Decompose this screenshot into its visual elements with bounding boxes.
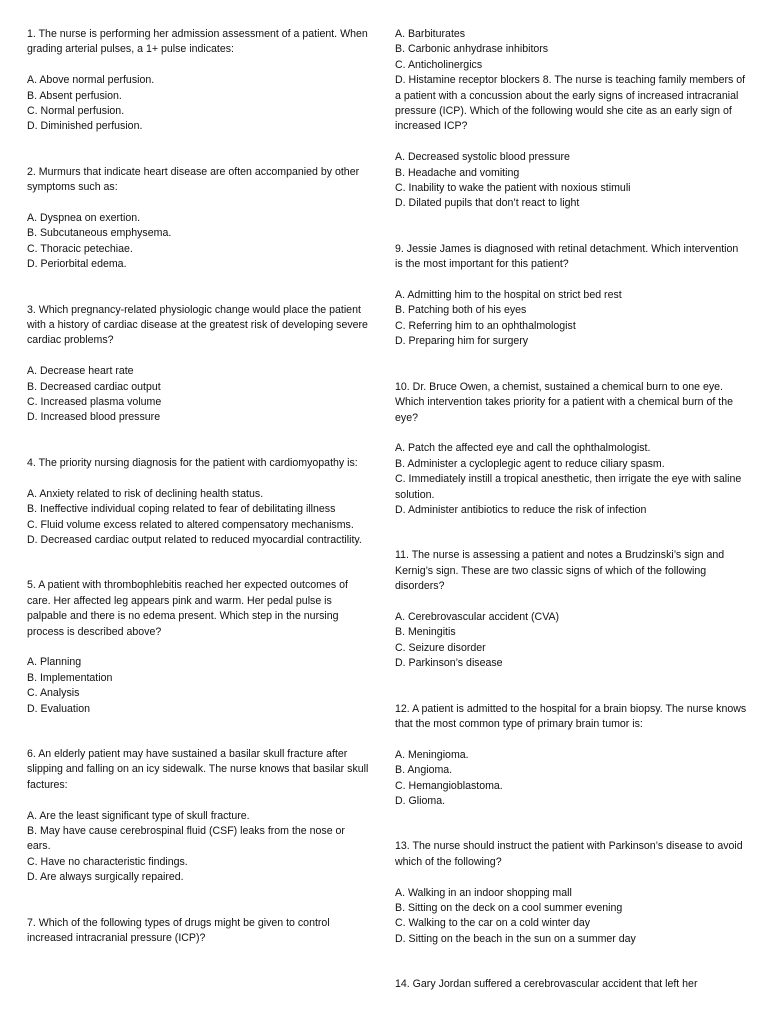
option-a: A. Planning (27, 656, 82, 669)
option-c: C. Thoracic petechiae. (27, 242, 133, 255)
option-d: D. Periorbital edema. (27, 258, 127, 271)
answer-options (395, 748, 747, 810)
question-stem: 9. Jessie James is diagnosed with retinal detachment. Which intervention is the most important for this patient? (395, 242, 739, 271)
option-c: C. Have no characteristic findings. (27, 855, 188, 868)
option-c: C. Hemangioblastoma. (395, 779, 503, 792)
option-a: A. Dyspnea on exertion. (27, 212, 141, 225)
option-b: B. Subcutaneous emphysema. (27, 227, 172, 240)
question-14 (395, 977, 747, 992)
option-a: A. Are the least significant type of skull fracture. (27, 809, 250, 822)
option-a: A. Meningioma. (395, 748, 469, 761)
question-stem: 4. The priority nursing diagnosis for the patient with cardiomyopathy is: (27, 456, 358, 469)
option-a: A. Walking in an indoor shopping mall (395, 886, 572, 899)
question-3 (27, 303, 369, 426)
question-5 (27, 578, 369, 717)
option-c: C. Fluid volume excess related to altered compensatory mechanisms. (27, 518, 354, 531)
option-a: A. Cerebrovascular accident (CVA) (395, 610, 560, 623)
option-c: C. Analysis (27, 687, 80, 700)
answer-options (27, 211, 369, 273)
option-c: C. Inability to wake the patient with noxious stimuli (395, 182, 631, 195)
option-a: A. Barbiturates (395, 28, 466, 40)
right-column (395, 27, 747, 993)
question-stem: 12. A patient is admitted to the hospital for a brain biopsy. The nurse knows that the most common type of primary brain tumor is: (395, 702, 747, 730)
option-a: A. Above normal perfusion. (27, 74, 155, 87)
question-stem: 6. An elderly patient may have sustained a basilar skull fracture after slipping and falling on an icy sidewalk. The nurse knows that basilar skull factures: (27, 747, 369, 791)
option-c: C. Referring him to an ophthalmologist (395, 319, 576, 332)
question-7-options (395, 27, 747, 73)
question-stem: 10. Dr. Bruce Owen, a chemist, sustained a chemical burn to one eye. Which intervention takes priority for a patient with a chemical burn of the eye? (395, 380, 733, 424)
option-a: A. Admitting him to the hospital on strict bed rest (395, 289, 622, 302)
option-b: B. Angioma. (395, 764, 453, 777)
option-d: D. Preparing him for surgery (395, 335, 529, 348)
answer-options (395, 610, 747, 672)
option-c: C. Immediately instill a tropical anesthetic, then irrigate the eye with saline solution. (395, 473, 742, 501)
question-stem: 2. Murmurs that indicate heart disease are often accompanied by other symptoms such as: (27, 165, 360, 194)
answer-options (27, 655, 369, 717)
option-d: D. Parkinson’s disease (395, 657, 503, 670)
option-c: C. Increased plasma volume (27, 396, 162, 409)
question-stem: 13. The nurse should instruct the patient with Parkinson’s disease to avoid which of the following? (395, 840, 743, 868)
option-b: B. Ineffective individual coping related to fear of debilitating illness (27, 503, 336, 516)
option-b: B. May have cause cerebrospinal fluid (CSF) leaks from the nose or ears. (27, 824, 345, 853)
question-11 (395, 548, 747, 671)
option-a: A. Anxiety related to risk of declining health status. (27, 487, 264, 500)
question-stem: 7. Which of the following types of drugs might be given to control increased intracranial pressure (ICP)? (27, 916, 330, 944)
answer-options (395, 288, 747, 350)
option-c: C. Normal perfusion. (27, 105, 125, 118)
option-d: D. Evaluation (27, 702, 91, 715)
question-stem: 1. The nurse is performing her admission assessment of a patient. When grading arterial pulses, a 1+ pulse indicates: (27, 28, 368, 56)
question-12 (395, 702, 747, 810)
option-a: A. Decreased systolic blood pressure (395, 151, 570, 164)
answer-options (395, 886, 747, 948)
question-8-options (395, 150, 747, 212)
question-9 (395, 242, 747, 350)
question-2 (27, 165, 369, 273)
question-4 (27, 456, 369, 548)
option-d: D. Decreased cardiac output related to reduced myocardial contractility. (27, 533, 362, 546)
option-d: D. Dilated pupils that don’t react to light (395, 197, 580, 210)
question-13 (395, 839, 747, 947)
option-c: C. Walking to the car on a cold winter day (395, 917, 591, 930)
question-1 (27, 27, 369, 135)
question-10 (395, 380, 747, 519)
option-b: B. Decreased cardiac output (27, 380, 161, 393)
answer-options (27, 487, 369, 549)
option-b: B. Sitting on the deck on a cool summer evening (395, 902, 623, 914)
answer-options (27, 364, 369, 426)
question-stem: 14. Gary Jordan suffered a cerebrovascular accident that left her (395, 978, 698, 991)
option-d: D. Diminished perfusion. (27, 120, 143, 133)
option-b: B. Meningitis (395, 626, 456, 639)
question-stem: 3. Which pregnancy-related physiologic change would place the patient with a history of cardiac disease at the greatest risk of developing severe cardiac problems? (27, 303, 368, 347)
option-b: B. Absent perfusion. (27, 89, 122, 102)
question-stem: 5. A patient with thrombophlebitis reached her expected outcomes of care. Her affected leg appears pink and warm. Her pedal pulse is palpable and there is no edema present. Which step in the nursing process is described above? (27, 579, 348, 638)
option-d: D. Administer antibiotics to reduce the risk of infection (395, 503, 647, 516)
option-b: B. Headache and vomiting (395, 166, 520, 179)
option-b: B. Administer a cycloplegic agent to reduce ciliary spasm. (395, 457, 665, 470)
question-8-stem: D. Histamine receptor blockers 8. The nurse is teaching family members of a patient with a concussion about the early signs of increased intracranial pressure (ICP). Which of the following would she cite as an early sign of increased ICP? (395, 74, 746, 133)
option-d: D. Increased blood pressure (27, 411, 161, 424)
question-6 (27, 747, 369, 886)
answer-options (27, 73, 369, 135)
option-c: C. Anticholinergics (395, 58, 483, 71)
answer-options (395, 441, 747, 518)
option-b: B. Implementation (27, 671, 113, 684)
question-7 (27, 916, 369, 947)
option-d: D. Glioma. (395, 794, 446, 807)
answer-options (27, 809, 369, 886)
option-b: B. Patching both of his eyes (395, 304, 527, 317)
option-a: A. Patch the affected eye and call the ophthalmologist. (395, 442, 651, 455)
option-a: A. Decrease heart rate (27, 365, 134, 378)
option-b: B. Carbonic anhydrase inhibitors (395, 43, 549, 56)
option-c: C. Seizure disorder (395, 641, 486, 654)
left-column (27, 27, 369, 946)
question-stem: 11. The nurse is assessing a patient and notes a Brudzinski’s sign and Kernig’s sign. These are two classic signs of which of the following disorders? (395, 549, 725, 593)
option-d: D. Are always surgically repaired. (27, 871, 184, 884)
option-d: D. Sitting on the beach in the sun on a summer day (395, 932, 636, 945)
